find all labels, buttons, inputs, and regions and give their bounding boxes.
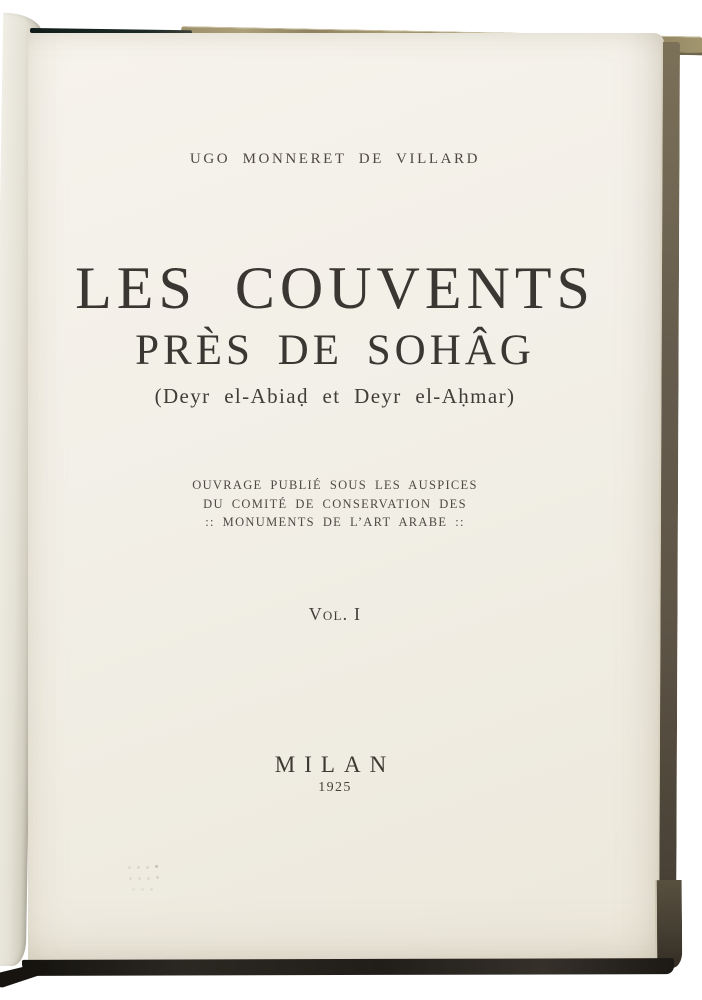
book-subtitle: (Deyr el-Abiaḍ et Deyr el-Aḥmar) <box>154 384 516 408</box>
author-line: UGO MONNERET DE VILLARD <box>189 151 481 167</box>
book-title-line2: PRÈS DE SOHÂG <box>135 327 535 374</box>
title-page-text <box>28 0 642 1000</box>
imprint-statement <box>28 476 642 532</box>
book-title-line1: LES COUVENTS <box>75 255 595 321</box>
volume-label: Vol. I <box>308 604 362 624</box>
imprint-city: MILAN <box>274 752 396 777</box>
imprint-line-1: OUVRAGE PUBLIÉ SOUS LES AUSPICES <box>192 478 478 492</box>
imprint-year: 1925 <box>318 780 352 795</box>
imprint-line-3: :: MONUMENTS DE L’ART ARABE :: <box>205 515 465 530</box>
book-fore-edge <box>657 42 680 924</box>
book-fore-edge-bottom <box>655 880 683 968</box>
imprint-line-2: DU COMITÉ DE CONSERVATION DES <box>203 496 467 511</box>
blind-stamp <box>124 862 168 896</box>
